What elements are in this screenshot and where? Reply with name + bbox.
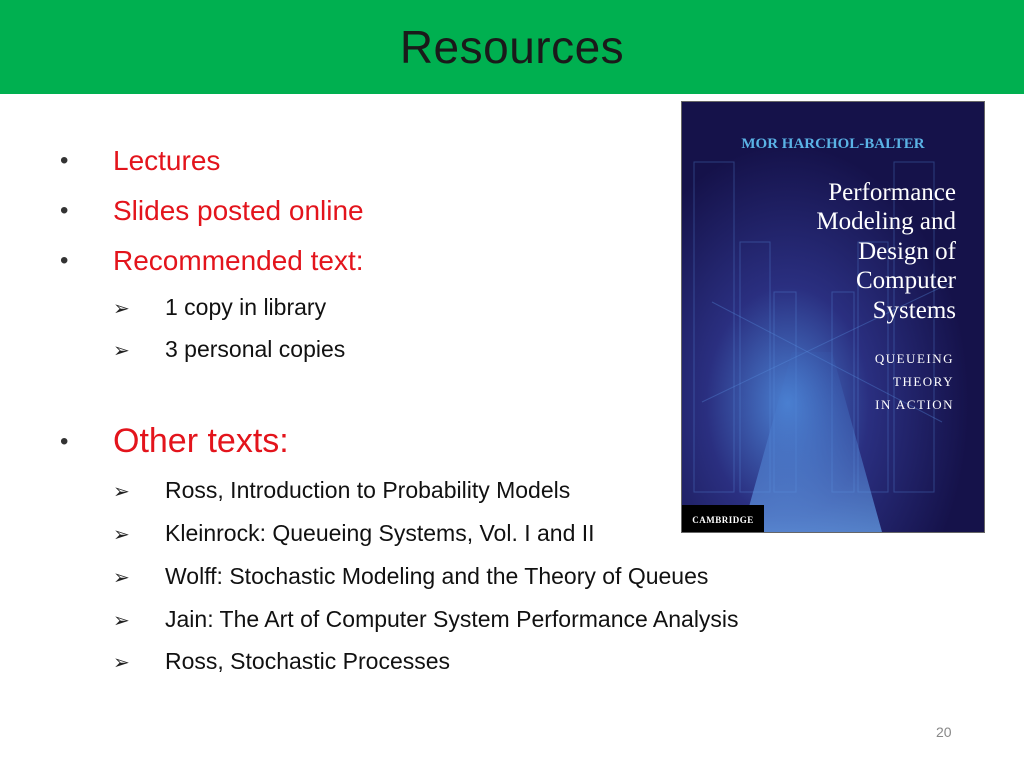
slide-title: Resources [399, 21, 625, 73]
sub-bullet-text: Ross, Introduction to Probability Models [165, 477, 571, 503]
book-subtitle-line: THEORY [893, 374, 954, 389]
sub-bullet-text: 1 copy in library [165, 294, 327, 320]
book-title-line: Modeling and [816, 208, 956, 235]
bullet-text: Other texts: [113, 422, 289, 460]
book-cover-art [682, 102, 984, 532]
bullet-text: Lectures [113, 145, 221, 176]
arrow-bullet-icon: ➢ [113, 340, 130, 362]
sub-bullet-text: Wolff: Stochastic Modeling and the Theory of Queues [165, 563, 709, 589]
book-subtitle-line: QUEUEING [874, 351, 954, 366]
book-author: MOR HARCHOL-BALTER [741, 136, 925, 152]
book-publisher: CAMBRIDGE [692, 515, 754, 525]
sub-bullet-text: 3 personal copies [165, 336, 346, 362]
sub-bullet-text: Ross, Stochastic Processes [165, 648, 451, 674]
arrow-bullet-icon: ➢ [113, 652, 130, 674]
bullet-icon: • [60, 197, 69, 224]
bullet-icon: • [60, 147, 69, 174]
bullet-text: Recommended text: [113, 245, 364, 276]
arrow-bullet-icon: ➢ [113, 481, 130, 503]
book-subtitle-line: IN ACTION [875, 397, 954, 412]
book-cover-image [682, 102, 984, 532]
book-title-line: Systems [872, 297, 956, 324]
arrow-bullet-icon: ➢ [113, 610, 130, 632]
book-title-line: Computer [856, 267, 956, 294]
arrow-bullet-icon: ➢ [113, 298, 130, 320]
sub-bullet-text: Jain: The Art of Computer System Performance Analysis [165, 606, 739, 632]
sub-bullet-text: Kleinrock: Queueing Systems, Vol. I and II [165, 520, 595, 546]
bullet-icon: • [60, 428, 69, 455]
arrow-bullet-icon: ➢ [113, 524, 130, 546]
book-title-line: Performance [828, 179, 956, 206]
page-number: 20 [936, 724, 952, 740]
arrow-bullet-icon: ➢ [113, 567, 130, 589]
bullet-text: Slides posted online [113, 195, 364, 226]
bullet-icon: • [60, 247, 69, 274]
book-title-line: Design of [858, 238, 956, 265]
